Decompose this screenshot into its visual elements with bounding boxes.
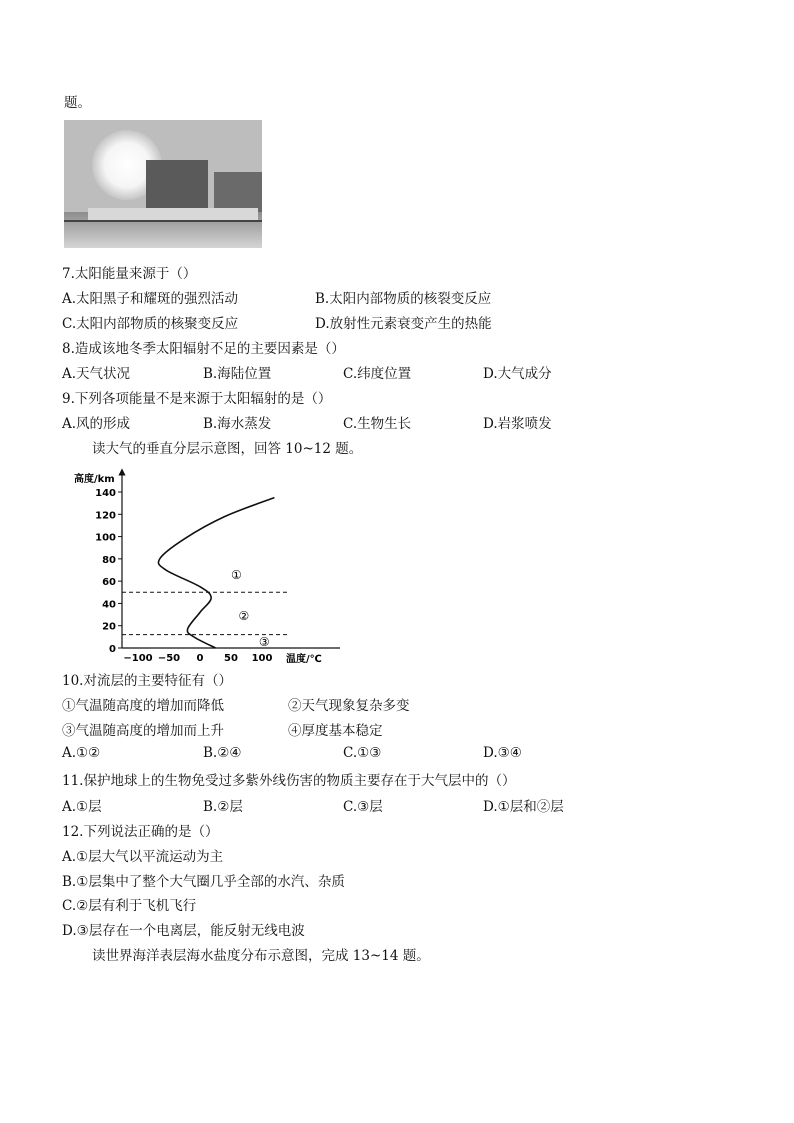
q11-option-a: A.①层 — [62, 799, 102, 815]
q9-option-b: B.海水蒸发 — [203, 416, 272, 432]
q10-option-a: A.①② — [62, 745, 101, 761]
q12-option-b: B.①层集中了整个大气圈几乎全部的水汽、杂质 — [62, 874, 345, 890]
q8-option-b: B.海陆位置 — [203, 366, 272, 382]
q9-stem: 9.下列各项能量不是来源于太阳辐射的是（） — [62, 391, 332, 407]
q9-option-c: C.生物生长 — [343, 416, 412, 432]
q7-option-b: B.太阳内部物质的核裂变反应 — [315, 291, 492, 307]
layer-label-1: ① — [231, 567, 242, 582]
q10-stem: 10.对流层的主要特征有（） — [62, 673, 232, 689]
temperature-curve — [158, 498, 274, 648]
intro-10-12: 读大气的垂直分层示意图，回答 10~12 题。 — [92, 441, 363, 457]
x-tick-label: 50 — [224, 653, 238, 664]
y-tick-label: 100 — [95, 532, 116, 544]
y-tick-label: 80 — [102, 554, 116, 566]
q7-stem: 7.太阳能量来源于（） — [62, 266, 197, 282]
x-tick-label: −100 — [123, 653, 153, 664]
q7-option-d: D.放射性元素衰变产生的热能 — [315, 316, 492, 332]
q12-option-a: A.①层大气以平流运动为主 — [62, 849, 224, 865]
q11-option-b: B.②层 — [203, 799, 243, 815]
q10-option-b: B.②④ — [203, 745, 242, 761]
q10-statement-3: ③气温随高度的增加而上升 — [62, 723, 224, 739]
y-tick-label: 20 — [102, 621, 116, 633]
q9-option-a: A.风的形成 — [62, 416, 131, 432]
top-fragment: 题。 — [64, 95, 91, 111]
atmosphere-chart — [60, 466, 350, 666]
q10-statement-1: ①气温随高度的增加而降低 — [62, 698, 224, 714]
q8-option-a: A.天气状况 — [62, 366, 131, 382]
y-tick-label: 140 — [95, 488, 116, 499]
solar-panel — [88, 208, 258, 220]
y-axis-label: 高度/km — [74, 474, 115, 485]
q7-option-c: C.太阳内部物质的核聚变反应 — [62, 316, 239, 332]
q11-option-c: C.③层 — [343, 799, 383, 815]
solar-panel-photo — [64, 120, 262, 248]
q11-stem: 11.保护地球上的生物免受过多紫外线伤害的物质主要存在于大气层中的（） — [62, 773, 516, 789]
y-tick-label: 40 — [102, 599, 116, 611]
q10-statement-4: ④厚度基本稳定 — [288, 723, 383, 739]
y-tick-label: 120 — [95, 510, 116, 522]
q7-option-a: A.太阳黑子和耀斑的强烈活动 — [62, 291, 239, 307]
y-tick-label: 0 — [109, 644, 116, 655]
q10-option-c: C.①③ — [343, 745, 382, 761]
x-tick-label: −50 — [157, 653, 181, 664]
q10-statement-2: ②天气现象复杂多变 — [288, 698, 410, 714]
q8-option-d: D.大气成分 — [483, 366, 552, 382]
q8-stem: 8.造成该地冬季太阳辐射不足的主要因素是（） — [62, 341, 345, 357]
x-tick-label: 0 — [196, 653, 204, 664]
q12-option-c: C.②层有利于飞机飞行 — [62, 898, 197, 914]
x-axis-label: 温度/℃ — [286, 654, 322, 665]
q11-option-d: D.①层和②层 — [483, 799, 564, 815]
layer-label-3: ③ — [258, 634, 270, 649]
building — [146, 160, 208, 215]
q12-stem: 12.下列说法正确的是（） — [62, 824, 219, 840]
layer-label-2: ② — [238, 609, 250, 624]
x-tick-label: 100 — [251, 653, 273, 664]
q8-option-c: C.纬度位置 — [343, 366, 412, 382]
q10-option-d: D.③④ — [483, 745, 522, 761]
railing — [64, 220, 262, 222]
q12-option-d: D.③层存在一个电离层，能反射无线电波 — [62, 923, 305, 939]
intro-13-14: 读世界海洋表层海水盐度分布示意图，完成 13~14 题。 — [92, 948, 430, 964]
q9-option-d: D.岩浆喷发 — [483, 416, 552, 432]
y-tick-label: 60 — [102, 577, 116, 589]
